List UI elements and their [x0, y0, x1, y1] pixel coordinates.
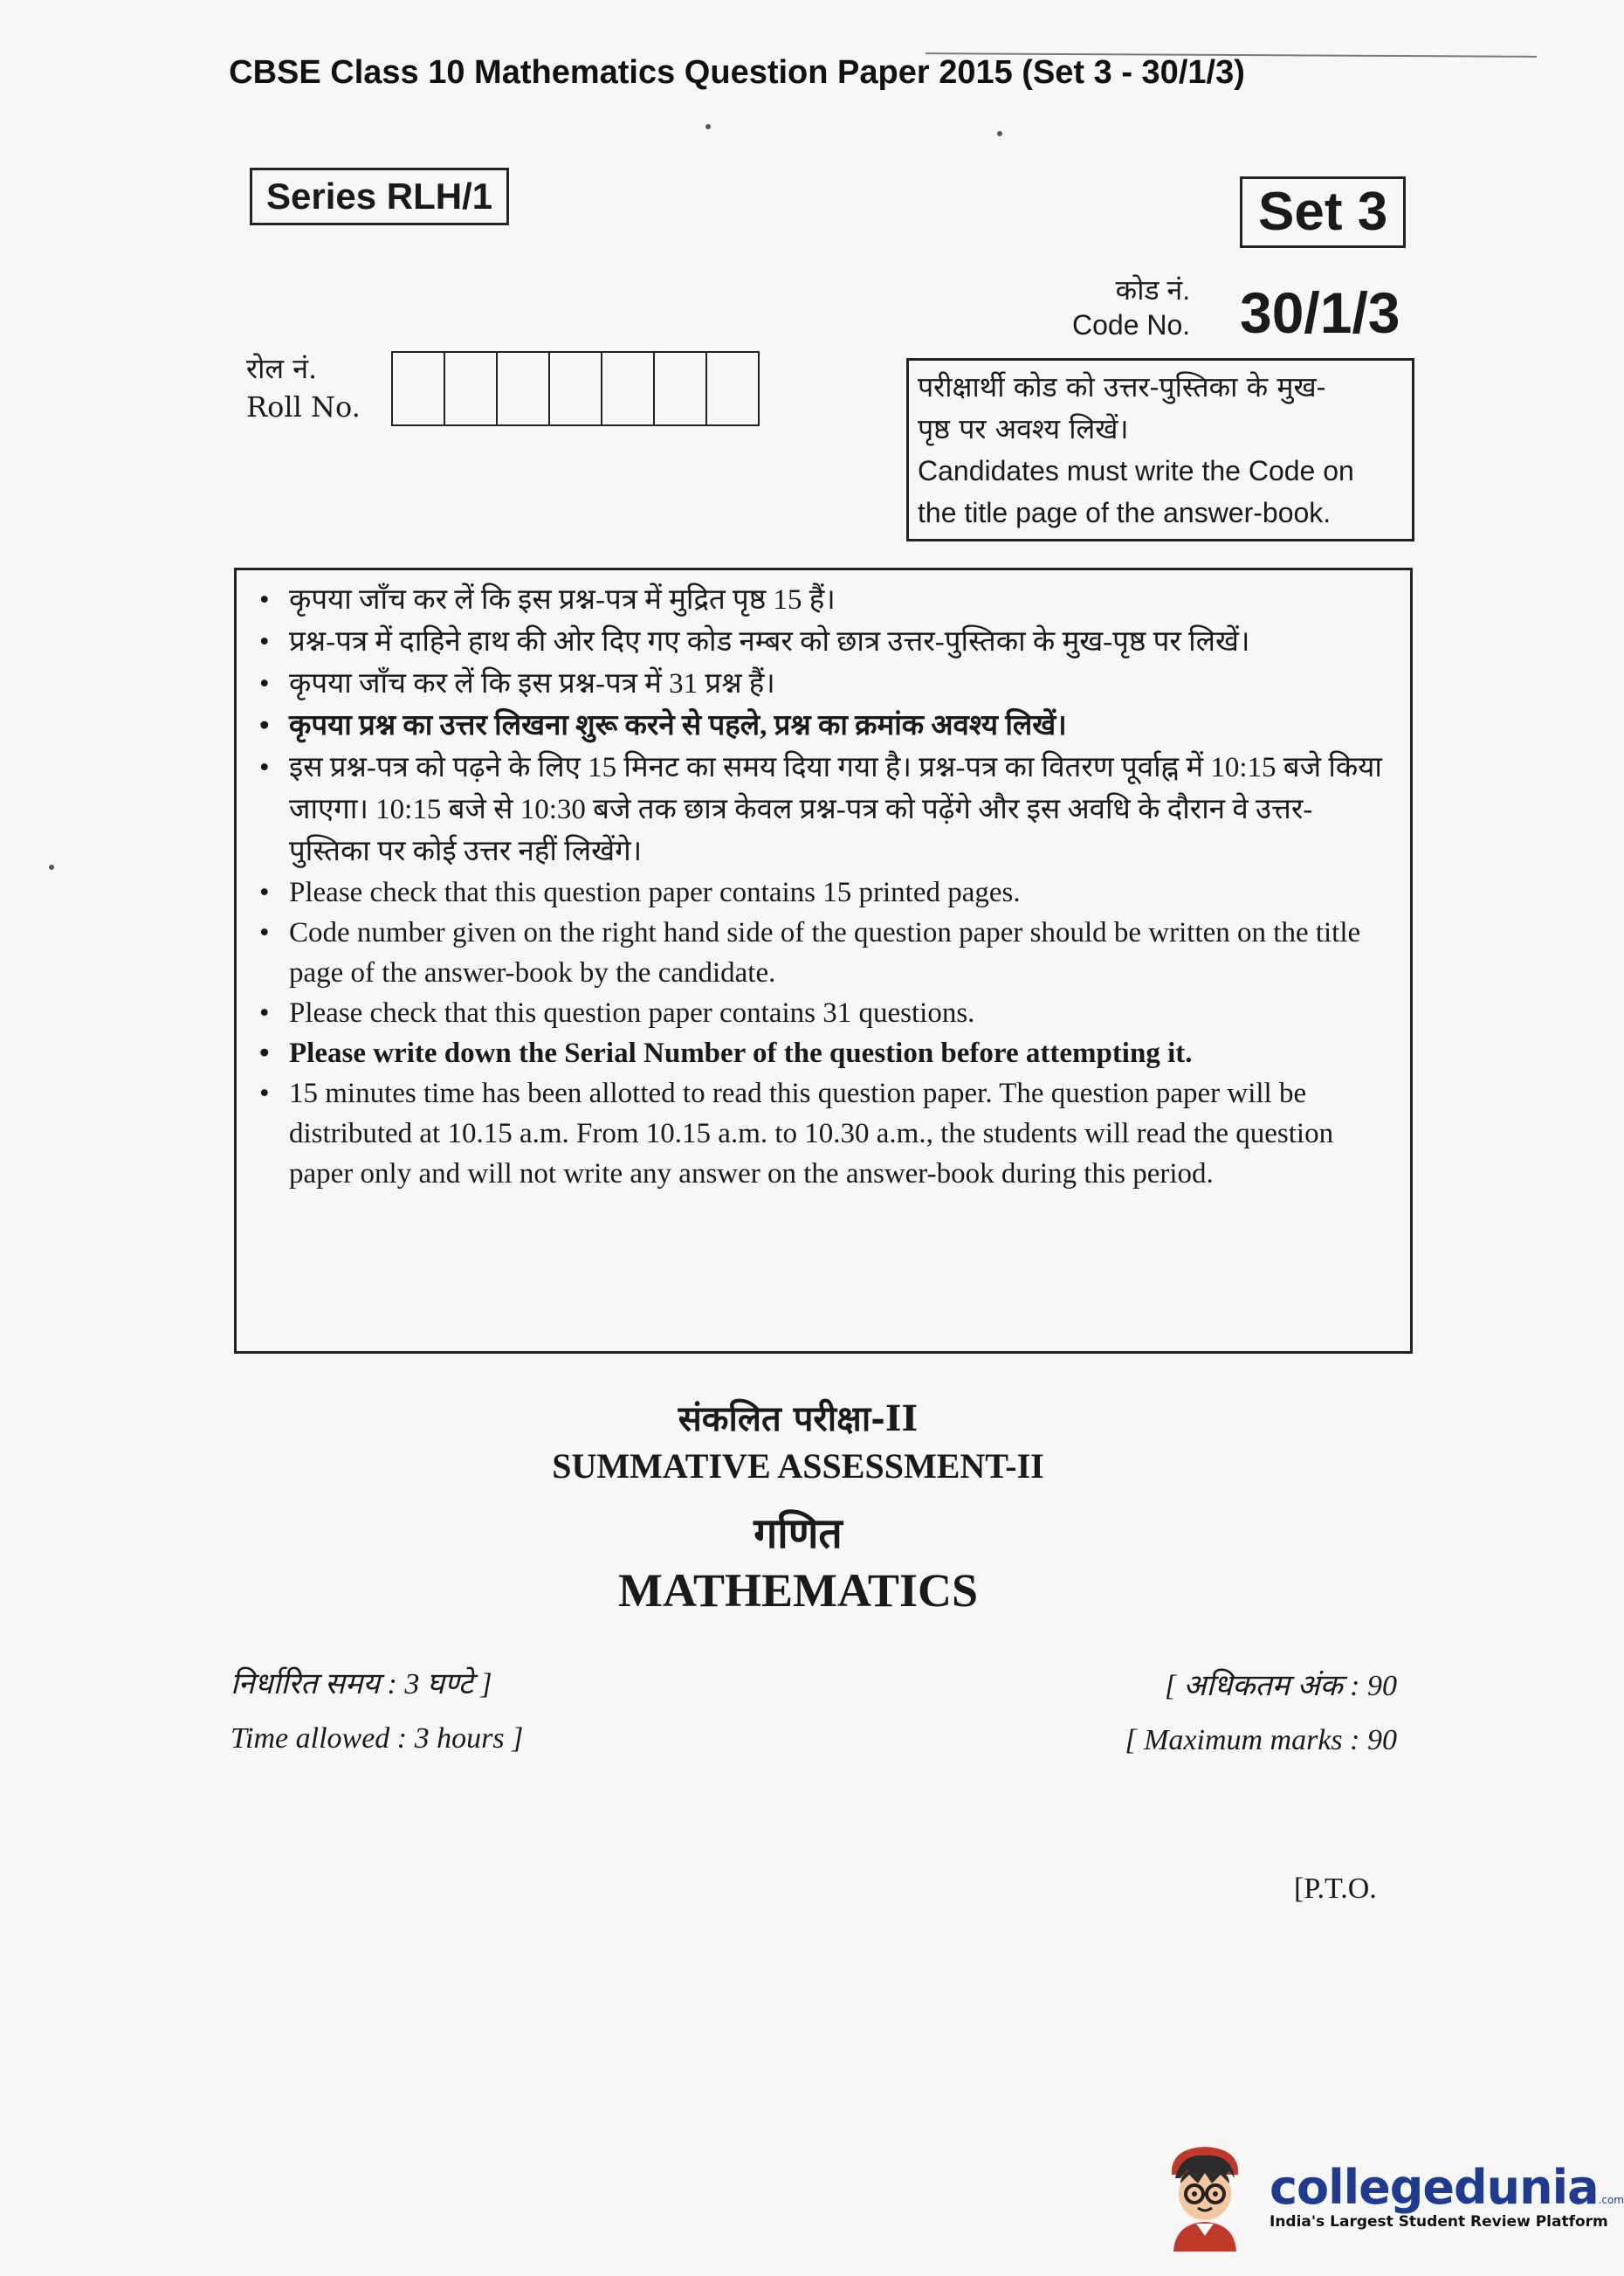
time-allowed-en: Time allowed : 3 hours ]	[231, 1722, 524, 1755]
code-label-en: Code No.	[1072, 309, 1191, 341]
roll-digit-box[interactable]	[548, 351, 602, 426]
instruction-item: • Please write down the Serial Number of the question before attempting it.	[259, 1033, 1389, 1073]
roll-label-en: Roll No.	[246, 390, 361, 424]
logo-name-row	[1270, 2162, 1624, 2213]
maximum-marks-hi: [ अधिकतम अंक : 90	[1164, 1670, 1397, 1702]
instructions-list	[259, 579, 1389, 1194]
speck	[997, 131, 1002, 136]
instruction-item: • 15 minutes time has been allotted to read this question paper. The question paper will be distributed at 10.15 a.m. From 10.15 a.m. to 10.30 a.m., the students will read the question paper only and will not write any answer on the answer-book during this period.	[259, 1073, 1389, 1194]
pto-label: [P.T.O.	[1294, 1873, 1377, 1905]
roll-digit-box[interactable]	[391, 351, 445, 426]
instruction-item: • इस प्रश्न-पत्र को पढ़ने के लिए 15 मिनट का समय दिया गया है। प्रश्न-पत्र का वितरण पूर्वाह्न में 10:15 बजे किया जाएगा। 10:15 बजे से 10:30 बजे तक छात्र केवल प्रश्न-पत्र को पढ़ेंगे और इस अवधि के दौरान वे उत्तर-पुस्तिका पर कोई उत्तर नहीं लिखेंगे।	[259, 747, 1389, 872]
instruction-item: • प्रश्न-पत्र में दाहिने हाथ की ओर दिए गए कोड नम्बर को छात्र उत्तर-पुस्तिका के मुख-पृष्ठ पर लिखें।	[259, 621, 1389, 663]
roll-number-boxes	[391, 351, 758, 426]
candidate-note-en-1: Candidates must write the Code on	[918, 455, 1354, 486]
logo-tagline: India's Largest Student Review Platform	[1270, 2213, 1608, 2231]
roll-digit-box[interactable]	[705, 351, 760, 426]
exam-name-en: SUMMATIVE ASSESSMENT-II	[552, 1446, 1044, 1486]
maximum-marks	[1030, 1659, 1397, 1768]
subject-en: MATHEMATICS	[617, 1564, 978, 1617]
roll-digit-box[interactable]	[496, 351, 550, 426]
time-allowed	[231, 1658, 523, 1766]
candidate-note-hi-1: परीक्षार्थी कोड को उत्तर-पुस्तिका के मुख-	[918, 370, 1326, 403]
time-allowed-hi: निर्धारित समय : 3 घण्टे ]	[231, 1668, 492, 1700]
instructions-box	[234, 568, 1413, 1354]
instruction-item: • Please check that this question paper contains 15 printed pages.	[259, 872, 1389, 913]
instruction-item: • कृपया जाँच कर लें कि इस प्रश्न-पत्र में मुद्रित पृष्ठ 15 हैं।	[259, 579, 1389, 621]
page-title: CBSE Class 10 Mathematics Question Paper 2015 (Set 3 - 30/1/3)	[229, 54, 1245, 91]
instruction-item: • Please check that this question paper contains 31 questions.	[259, 993, 1389, 1033]
series-box: Series RLH/1	[250, 168, 509, 225]
roll-labels	[246, 349, 361, 426]
collegedunia-logo[interactable]	[1154, 2140, 1624, 2253]
exam-name-hi: संकलित परीक्षा-II	[678, 1398, 919, 1439]
code-labels	[1072, 272, 1190, 342]
speck	[705, 124, 711, 129]
roll-digit-box[interactable]	[653, 351, 707, 426]
code-number: 30/1/3	[1240, 280, 1400, 345]
instruction-item: • कृपया जाँच कर लें कि इस प्रश्न-पत्र में 31 प्रश्न हैं।	[259, 663, 1389, 705]
logo-text	[1270, 2162, 1624, 2231]
candidate-note-box	[906, 358, 1414, 541]
student-mascot-icon	[1154, 2140, 1257, 2253]
subject-hi: गणित	[754, 1509, 843, 1558]
candidate-note-hi-2: पृष्ठ पर अवश्य लिखें।	[918, 412, 1129, 445]
roll-label-hi: रोल नं.	[246, 352, 318, 385]
instruction-item: • Code number given on the right hand side of the question paper should be written on the title page of the answer-book by the candidate.	[259, 913, 1389, 993]
roll-digit-box[interactable]	[444, 351, 498, 426]
code-label-hi: कोड नं.	[1115, 274, 1191, 306]
instruction-item: • कृपया प्रश्न का उत्तर लिखना शुरू करने से पहले, प्रश्न का क्रमांक अवश्य लिखें।	[259, 705, 1389, 747]
speck	[49, 865, 54, 870]
maximum-marks-en: [ Maximum marks : 90	[1125, 1724, 1397, 1756]
roll-digit-box[interactable]	[601, 351, 655, 426]
logo-dotcom: .com	[1598, 2194, 1624, 2206]
candidate-note-en-2: the title page of the answer-book.	[918, 497, 1332, 528]
set-box: Set 3	[1240, 176, 1406, 248]
logo-name: collegedunia	[1270, 2160, 1599, 2215]
